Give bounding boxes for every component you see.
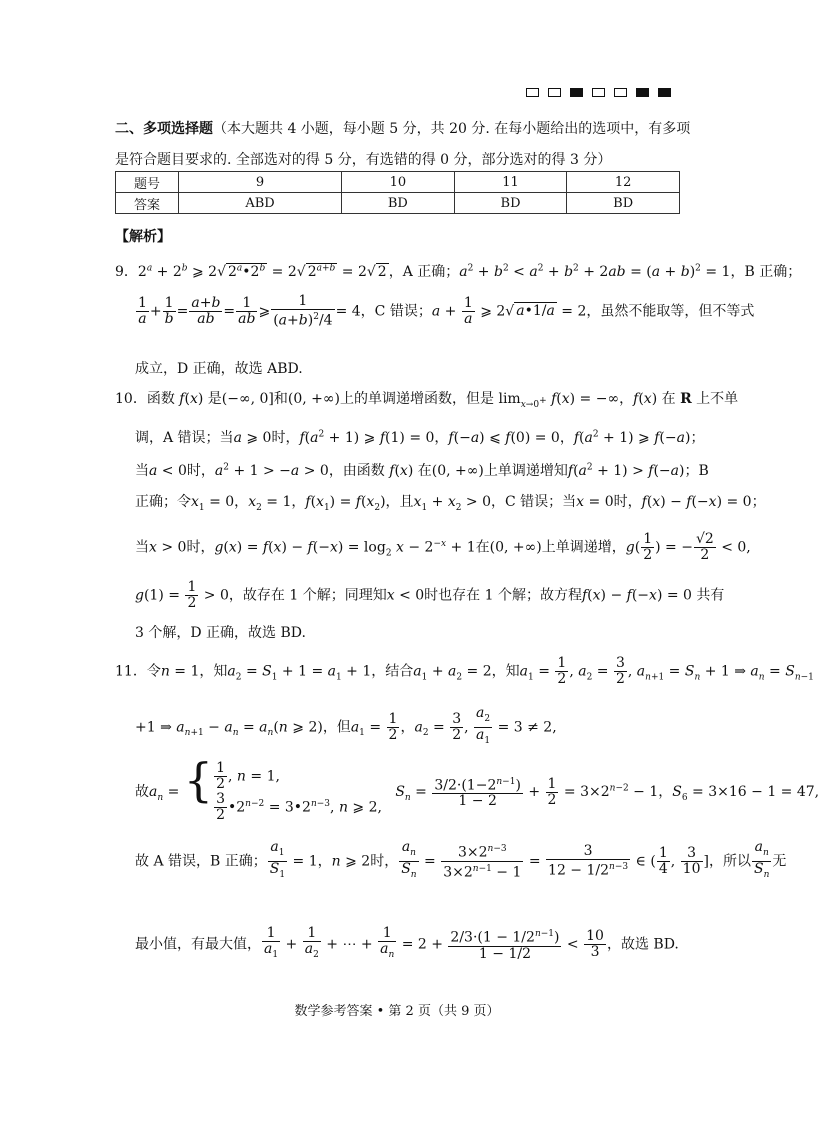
section-desc-1: （本大题共 4 小题，每小题 5 分，共 20 分. 在每小题给出的选项中，有多项 <box>213 121 691 137</box>
table-cell: BD <box>454 193 567 214</box>
question-number: 9． <box>115 264 138 280</box>
q11-line-2: +1 ⇒ $a_{n+1} - a_n = a_n(n$ ⩾ 2)，但$a_1$ = $\frac{1}{2}$ ，$a_2$ = $\frac{3}{2}$ , $\frac{a_2}{a_1}$ = 3 ≠ 2, <box>135 705 557 746</box>
q9-line-2: $\frac{1}{a}$ + $\frac{1}{b}$ = $\frac{a+b}{ab}$ = $\frac{1}{ab}$ ⩾ $\frac{1}{(a+b)^2/4}$ = 4，C 错误；a + $\frac{1}{a}$ ⩾ 2√ a•1/a = 2，虽然不能取等，但不等式 <box>138 293 755 329</box>
q10-line-7: 3 个解，D 正确，故选 BD. <box>135 625 306 641</box>
q10-line-1: 10．函数 f(x) 是(−∞, 0]和(0, +∞)上的单调递增函数，但是 $\lim_{x\to 0^+} f(x)$ = −∞，f(x) 在 R 上不单 <box>115 391 739 410</box>
analysis-label: 【解析】 <box>115 229 171 245</box>
table-cell: 题号 <box>116 172 179 193</box>
table-cell: 9 <box>179 172 342 193</box>
header-mark <box>658 88 671 97</box>
question-number: 11． <box>115 663 147 680</box>
header-mark <box>614 88 627 97</box>
page-footer: 数学参考答案 • 第 2 页（共 9 页） <box>294 1004 500 1019</box>
section-heading <box>115 114 690 176</box>
question-number: 10． <box>115 391 147 407</box>
header-mark <box>548 88 561 97</box>
q10-line-2: 调，A 错误；当a ⩾ 0时，$f(a^2 + 1)$ ⩾ f(1) = 0，f(−a) ⩽ f(0) = 0，$f(a^2 + 1)$ ⩾ f(−a)； <box>135 429 705 446</box>
header-mark <box>526 88 539 97</box>
header-mark <box>592 88 605 97</box>
q10-line-4: 正确；令$x_1 = 0$，$x_2 = 1$，$f(x_1) = f(x_2)$，且$x_1 + x_2 > 0$，C 错误；当x = 0时，f(x) − f(−x) = 0； <box>135 494 766 513</box>
q10-line-5: 当x > 0时，$g(x) = f(x) - f(-x) = \log_2 x - 2^{-x} + 1$在(0, +∞)上单调递增，g( $\frac{1}{2}$ ) = − $\frac{√2}{2}$ < 0, <box>135 531 751 563</box>
q9-line-1: 9．$2^a + 2^b$ ⩾ 2√ $2^a•2^b = 2√$ $2^{a+b} = 2√$ 2 ，A 正确；$a^2 + b^2 < a^2 + b^2 + 2ab = (a + b)^2 = 1$，B 正确； <box>115 263 802 280</box>
header-marks <box>526 88 671 97</box>
section-title: 二、多项选择题 <box>115 121 213 137</box>
table-cell: 10 <box>342 172 455 193</box>
table-cell: 11 <box>454 172 567 193</box>
table-cell: 答案 <box>116 193 179 214</box>
q10-line-6: g(1) = $\frac{1}{2}$ > 0，故存在 1 个解；同理知x < 0时也存在 1 个解；故方程f(x) − f(−x) = 0 共有 <box>135 579 725 611</box>
table-row <box>116 193 680 214</box>
table-row <box>116 172 680 193</box>
answer-table <box>115 171 680 214</box>
header-mark <box>570 88 583 97</box>
q11-line-5: 最小值，有最大值， $\frac{1}{a_1}$ + $\frac{1}{a_2}$ + ⋯ + $\frac{1}{a_n}$ = 2 + $\frac{2/3\cdot(1 - 1/2^{n-1})}{1 - 1/2}$ < $\frac{10}{3}$ ，故选 BD. <box>135 925 679 962</box>
table-cell: BD <box>567 193 680 214</box>
q11-line-3: 故$a_n$ = { $\frac{1}{2}$ , n = 1, $\frac{3}{2}$ $•2^{n-2}$ = $3•2^{n-3}$, n ⩾ 2, $S_n$ = $\frac{3/2\cdot(1-2^{n-1})}{1 - 2}$ + $\frac{1}{2}$ = $3\times 2^{n-2} - 1$，$S_6 = 3\times 16 - 1 = 47$, <box>135 753 819 823</box>
table-cell: BD <box>342 193 455 214</box>
section-desc-2: 是符合题目要求的. 全部选对的得 5 分，有选错的得 0 分，部分选对的得 3 分） <box>115 152 612 168</box>
header-mark <box>636 88 649 97</box>
q9-line-3: 成立，D 正确，故选 ABD. <box>135 361 303 377</box>
table-cell: 12 <box>567 172 680 193</box>
q11-line-4: 故 A 错误，B 正确； $\frac{a_1}{S_1}$ = 1，n ⩾ 2时， $\frac{a_n}{S_n}$ = $\frac{3\times 2^{n-3}}{3\times 2^{n-1} - 1}$ = $\frac{3}{12 - 1/2^{n-3}}$ ∈ ( $\frac{1}{4}$ , $\frac{3}{10}$ ]，所以 $\frac{a_n}{S_n}$ 无 <box>135 839 787 881</box>
table-cell: ABD <box>179 193 342 214</box>
q11-line-1: 11．令n = 1，知$a_2 = S_1 + 1 = a_1 + 1$，结合$a_1 + a_2 = 2$，知$a_1$ = $\frac{1}{2}$ , $a_2$ = $\frac{3}{2}$ , $a_{n+1} = S_n + 1$ ⇒ $a_n = S_{n-1}$ <box>115 655 814 687</box>
q10-line-3: 当a < 0时，$a^2 + 1 > -a > 0$，由函数 f(x) 在(0, +∞)上单调递增知$f(a^2 + 1) > f(-a)$；B <box>135 462 709 479</box>
